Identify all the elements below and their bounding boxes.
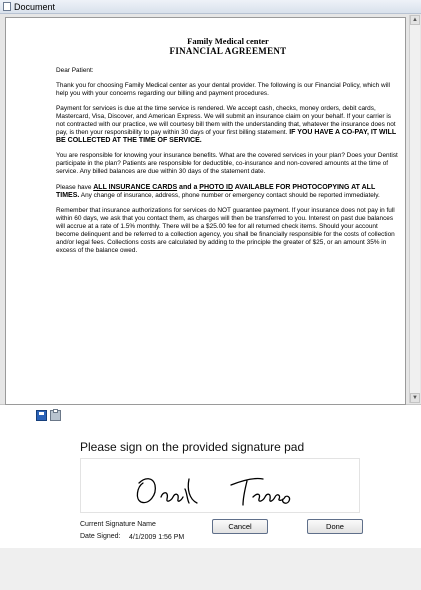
signature-prompt: Please sign on the provided signature pad [80, 440, 305, 454]
signature-pad[interactable] [80, 458, 360, 513]
footer-panel [0, 548, 421, 590]
document-toolbar [36, 410, 61, 421]
print-icon[interactable] [50, 410, 61, 421]
signature-name-label: Current Signature Name [80, 521, 156, 528]
document-title: Family Medical center [187, 36, 269, 46]
paragraph-id-a: Please have [56, 183, 94, 191]
date-signed-value: 4/1/2009 1:56 PM [129, 534, 185, 541]
paragraph-intro: Thank you for choosing Family Medical center as your dental provider. The following is our Financial Policy, which will help you with your concerns regarding our billing and payment procedures. [56, 82, 390, 98]
document-viewer[interactable] [0, 14, 421, 405]
scroll-up-icon[interactable]: ▲ [410, 15, 420, 25]
document-page [5, 17, 406, 405]
document-subtitle: FINANCIAL AGREEMENT [169, 46, 287, 56]
vertical-scrollbar[interactable] [409, 15, 420, 403]
paragraph-authorizations: Remember that insurance authorizations for services do NOT guarantee payment. If your insurance does not pay in full within 60 days, we ask that you contact them, as charges will then be transferred to you. Interest on past due balances will accrue at a rate of 1.5% monthly. There will be a $25.00 fee for all returned check items. Should your account become delinquent and be referred to a collection agency, you shall be financially responsible for the costs of collection and/or legal fees. Collections costs are calculated by adding to the principle the greater of $25, or an amount 35% in excess of the balance owed. [56, 206, 395, 254]
paragraph-payment-text: Payment for services is due at the time service is rendered. We accept cash, checks, money orders, debit cards, Mastercard, Visa, Discover, and American Express. We will submit an insurance claim on your behalf. If your carrier is not contracted with our practice, we will courtesy bill them with the understanding that, whatever the insurance does not pay, is then your responsibility to pay within 30 days of your first billing statement. [56, 105, 396, 137]
paragraph-insurance: You are responsible for knowing your insurance benefits. What are the covered services in your plan? Does your Dentist participate in the plan? Patients are responsible for deductible, co-insurance and non-covered amounts at the time of service. Any billed balances are due within 30 days of the statement date. [56, 152, 398, 176]
salutation: Dear Patient: [56, 67, 94, 74]
paragraph-id-f: Any change of insurance, address, phone number or emergency contact should be reported immediately. [79, 191, 380, 199]
window-titlebar [0, 0, 421, 14]
signature-section [0, 428, 421, 548]
paragraph-id-c: and a [177, 183, 200, 191]
paragraph-id [56, 184, 400, 200]
done-button[interactable]: Done [307, 519, 363, 534]
document-icon [3, 2, 11, 11]
cancel-button[interactable]: Cancel [212, 519, 268, 534]
date-signed-label: Date Signed: [80, 533, 121, 540]
window-title: Document [14, 1, 56, 12]
save-icon[interactable] [36, 410, 47, 421]
scroll-down-icon[interactable]: ▼ [410, 393, 420, 403]
photocopy-notice: AVAILABLE FOR PHOTOCOPYING AT ALL TIMES. [56, 183, 376, 199]
copay-notice: IF YOU HAVE A CO-PAY, IT WILL BE COLLECTED AT THE TIME OF SERVICE. [56, 129, 397, 145]
photo-id-text: PHOTO ID [199, 183, 234, 191]
paragraph-payment [56, 105, 400, 145]
signature-stroke [81, 459, 361, 514]
insurance-cards-text: ALL INSURANCE CARDS [93, 183, 178, 191]
